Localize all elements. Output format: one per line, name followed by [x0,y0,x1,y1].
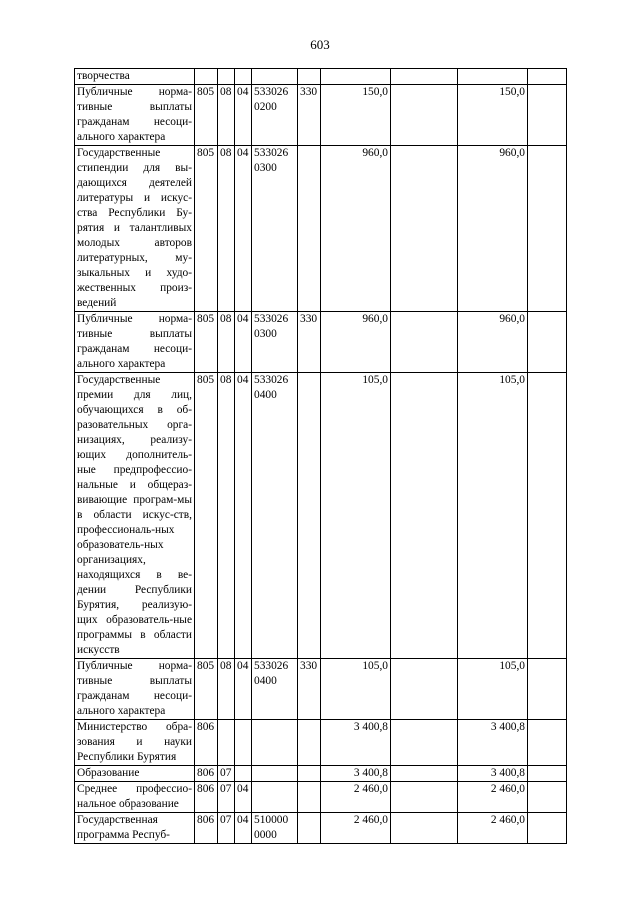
target-article-code: 510000 0000 [252,813,298,844]
subsection-code [235,766,252,782]
amount-total [321,69,391,85]
amount-total: 960,0 [321,146,391,312]
ministry-code: 805 [195,312,218,373]
row-name: творчества [75,69,195,85]
ministry-code: 806 [195,720,218,766]
table-row [75,312,567,373]
amount-total: 150,0 [321,85,391,146]
expense-type-code [298,69,321,85]
expense-type-code [298,782,321,813]
ministry-code [195,69,218,85]
section-code: 08 [218,85,235,146]
amount-empty-a [391,312,458,373]
amount-empty-b [528,312,567,373]
row-name: Министерство обра-зования и науки Республики Бурятия [75,720,195,766]
target-article-code [252,782,298,813]
ministry-code: 806 [195,782,218,813]
target-article-code [252,69,298,85]
amount-second: 105,0 [458,373,528,659]
expense-type-code: 330 [298,659,321,720]
amount-empty-b [528,782,567,813]
section-code: 08 [218,146,235,312]
table-row [75,85,567,146]
row-name: Государственные премии для лиц, обучающихся в об-разовательных орга-низациях, реализу-ющих дополнитель-ные предпрофессио-нальные и общераз-вивающие програм-мы в области искус-ств, профессиональ-ных образователь-ных организациях, находящихся в ве-дении Республики Бурятия, реализую-щих образователь-ные программы в области искусств [75,373,195,659]
amount-total: 2 460,0 [321,782,391,813]
expense-type-code [298,146,321,312]
amount-empty-a [391,659,458,720]
section-code: 08 [218,312,235,373]
amount-second: 2 460,0 [458,813,528,844]
row-name: Публичные норма-тивные выплаты гражданам несоци-ального характера [75,659,195,720]
amount-second: 150,0 [458,85,528,146]
table-row [75,813,567,844]
section-code: 07 [218,813,235,844]
amount-empty-b [528,659,567,720]
row-name: Государственные стипендии для вы-дающихся деятелей литературы и искус-ства Республики Бу-рятия и талантливых молодых авторов литературных, му-зыкальных и худо-жественных произ-ведений [75,146,195,312]
amount-empty-a [391,85,458,146]
table-row [75,659,567,720]
table-row [75,782,567,813]
amount-empty-b [528,720,567,766]
amount-total: 960,0 [321,312,391,373]
amount-second: 2 460,0 [458,782,528,813]
target-article-code [252,766,298,782]
table-row [75,373,567,659]
amount-second: 3 400,8 [458,720,528,766]
table-row [75,69,567,85]
amount-second [458,69,528,85]
row-name: Публичные норма-тивные выплаты гражданам несоци-ального характера [75,85,195,146]
subsection-code: 04 [235,85,252,146]
target-article-code: 533026 0300 [252,312,298,373]
section-code: 08 [218,373,235,659]
amount-total: 3 400,8 [321,720,391,766]
amount-total: 3 400,8 [321,766,391,782]
amount-empty-b [528,69,567,85]
table-row [75,766,567,782]
table-row [75,146,567,312]
amount-second: 3 400,8 [458,766,528,782]
subsection-code: 04 [235,146,252,312]
amount-empty-b [528,146,567,312]
amount-empty-a [391,813,458,844]
expense-type-code [298,813,321,844]
row-name: Среднее профессио-нальное образование [75,782,195,813]
amount-second: 105,0 [458,659,528,720]
amount-empty-b [528,373,567,659]
target-article-code: 533026 0400 [252,373,298,659]
table-body [75,69,567,844]
amount-total: 105,0 [321,373,391,659]
amount-second: 960,0 [458,146,528,312]
amount-empty-b [528,766,567,782]
ministry-code: 806 [195,813,218,844]
expense-type-code: 330 [298,85,321,146]
subsection-code [235,720,252,766]
subsection-code: 04 [235,813,252,844]
expense-type-code [298,766,321,782]
amount-total: 2 460,0 [321,813,391,844]
subsection-code: 04 [235,659,252,720]
section-code: 08 [218,659,235,720]
section-code: 07 [218,766,235,782]
ministry-code: 806 [195,766,218,782]
target-article-code: 533026 0400 [252,659,298,720]
page-number: 603 [310,37,330,52]
target-article-code: 533026 0300 [252,146,298,312]
amount-empty-a [391,720,458,766]
subsection-code: 04 [235,782,252,813]
row-name: Образование [75,766,195,782]
section-code [218,720,235,766]
expense-type-code [298,720,321,766]
subsection-code: 04 [235,312,252,373]
amount-total: 105,0 [321,659,391,720]
row-name: Государственная программа Респуб- [75,813,195,844]
ministry-code: 805 [195,659,218,720]
amount-second: 960,0 [458,312,528,373]
expense-type-code: 330 [298,312,321,373]
ministry-code: 805 [195,373,218,659]
ministry-code: 805 [195,85,218,146]
subsection-code [235,69,252,85]
target-article-code [252,720,298,766]
ministry-code: 805 [195,146,218,312]
target-article-code: 533026 0200 [252,85,298,146]
amount-empty-a [391,69,458,85]
row-name: Публичные норма-тивные выплаты гражданам несоци-ального характера [75,312,195,373]
subsection-code: 04 [235,373,252,659]
amount-empty-a [391,373,458,659]
budget-table [74,68,567,844]
section-code [218,69,235,85]
expense-type-code [298,373,321,659]
amount-empty-a [391,146,458,312]
table-row [75,720,567,766]
amount-empty-b [528,85,567,146]
amount-empty-a [391,782,458,813]
amount-empty-a [391,766,458,782]
section-code: 07 [218,782,235,813]
amount-empty-b [528,813,567,844]
